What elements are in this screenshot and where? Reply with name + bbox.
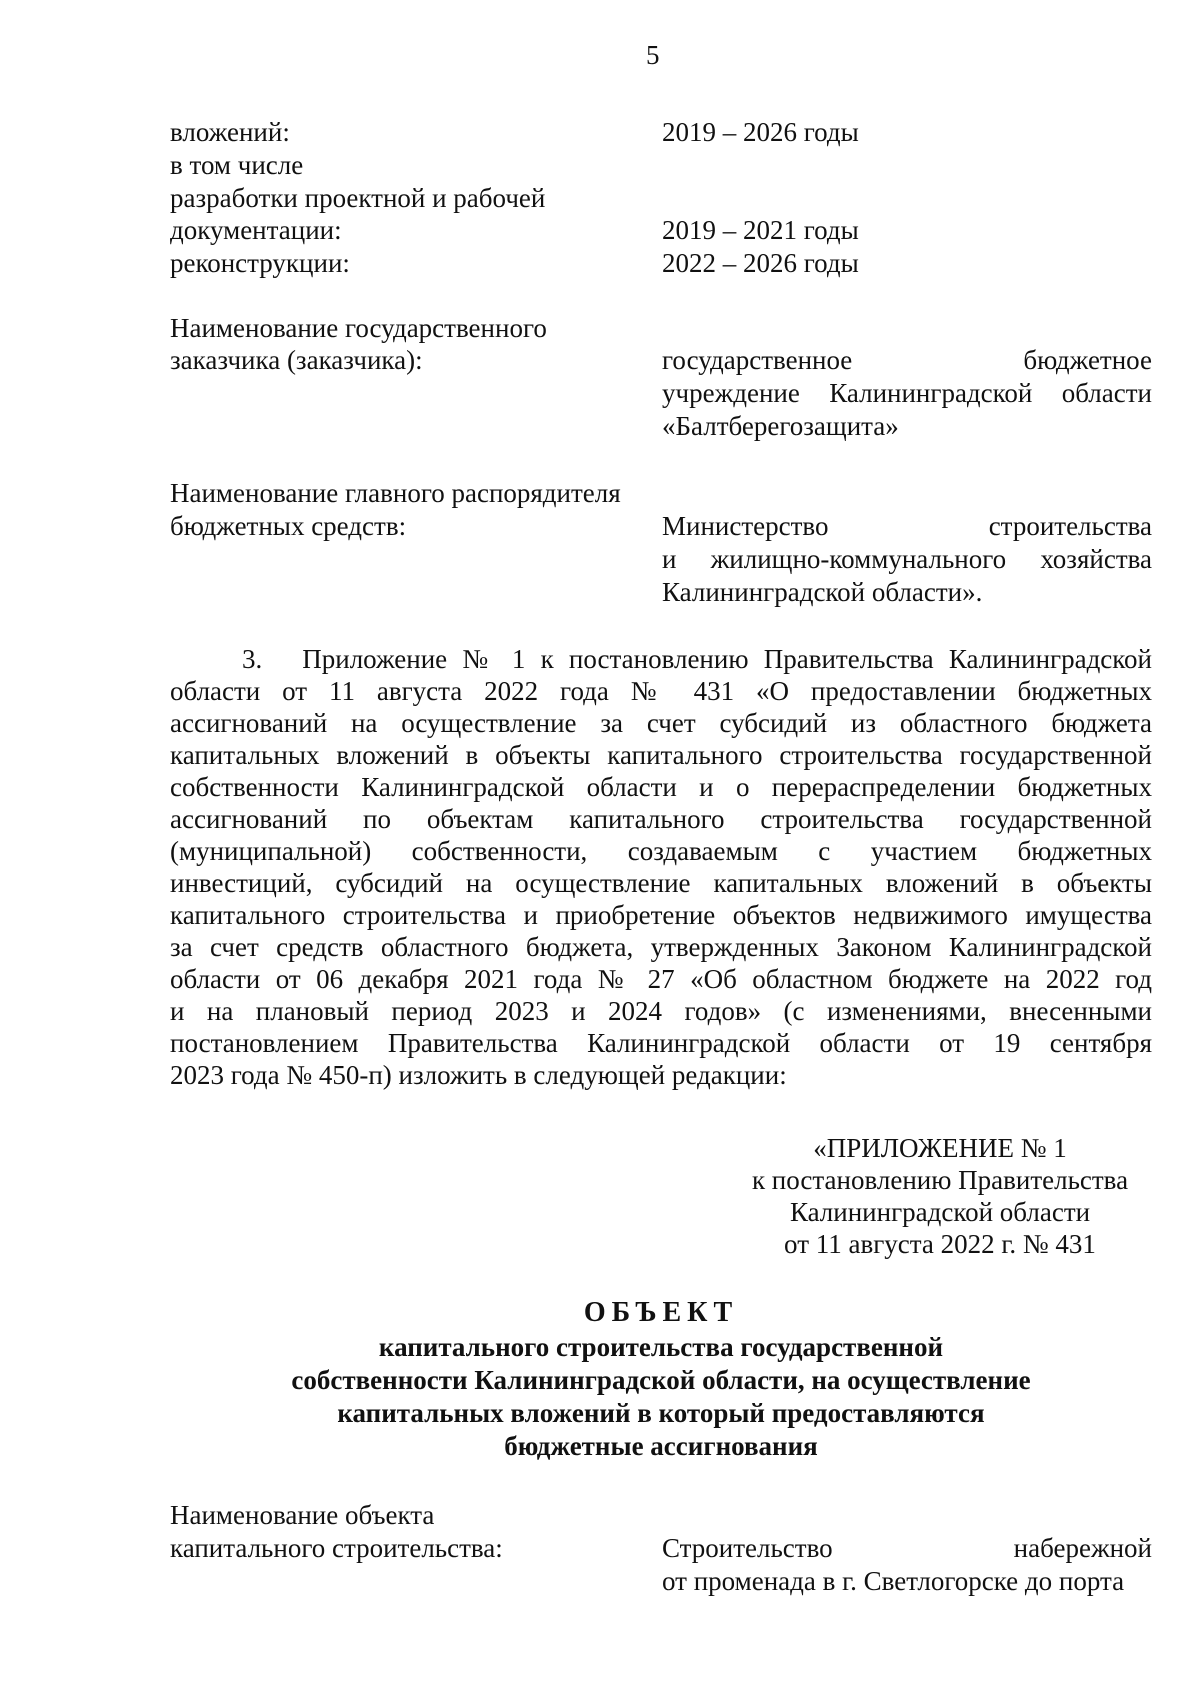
manager-label-line1: Наименование главного распорядителя [170, 478, 621, 508]
paragraph-line: за счет средств областного бюджета, утвержденных Законом Калининградской [170, 932, 1152, 962]
paragraph-line: 2023 года № 450-п) изложить в следующей редакции: [170, 1060, 787, 1090]
page-number: 5 [646, 40, 660, 70]
object-value-word1: Строительство [662, 1533, 833, 1563]
customer-label-line2: заказчика (заказчика): [170, 345, 423, 375]
row-label-documentation: документации: [170, 215, 342, 245]
object-value-word2: набережной [1013, 1533, 1152, 1563]
appendix-line4: от 11 августа 2022 г. № 431 [784, 1229, 1096, 1259]
paragraph-line: ассигнований по объектам капитального строительства государственной [170, 804, 1152, 834]
customer-value-word2: бюджетное [1023, 345, 1152, 375]
customer-value-line3: «Балтберегозащита» [662, 411, 899, 441]
paragraph-line: постановлением Правительства Калининградской области от 19 сентября [170, 1028, 1152, 1058]
paragraph-line: области от 06 декабря 2021 года № 27 «Об областном бюджете на 2022 год [170, 964, 1152, 994]
manager-value-line3: Калининградской области». [662, 577, 983, 607]
paragraph-line: 3. Приложение № 1 к постановлению Правительства Калининградской [170, 643, 1152, 675]
paragraph-line: и на плановый период 2023 и 2024 годов» (с изменениями, внесенными [170, 996, 1152, 1026]
manager-value-line2: и жилищно-коммунального хозяйства [662, 544, 1152, 574]
row-label-including: в том числе [170, 150, 304, 180]
row-value-documentation: 2019 – 2021 годы [662, 215, 859, 245]
row-label-investments: вложений: [170, 117, 290, 147]
manager-value-word1: Министерство [662, 511, 829, 541]
object-label-line1: Наименование объекта [170, 1500, 435, 1530]
paragraph-line: ассигнований на осуществление за счет субсидий из областного бюджета [170, 708, 1152, 738]
appendix-line1: «ПРИЛОЖЕНИЕ № 1 [813, 1133, 1067, 1163]
paragraph-line: (муниципальной) собственности, создаваемым с участием бюджетных [170, 836, 1152, 866]
object-value-line2: от променада в г. Светлогорске до порта [662, 1566, 1125, 1596]
appendix-line3: Калининградской области [789, 1197, 1091, 1227]
title-main: ОБЪЕКТ [583, 1297, 739, 1328]
object-label-line2: капитального строительства: [170, 1533, 503, 1563]
title-line2: собственности Калининградской области, на осуществление [291, 1365, 1031, 1395]
customer-value-line2: учреждение Калининградской области [662, 378, 1152, 408]
paragraph-line: капитального строительства и приобретение объектов недвижимого имущества [170, 900, 1152, 930]
title-line1: капитального строительства государственной [378, 1332, 944, 1362]
object-value [662, 1533, 1152, 1596]
paragraph-line: капитальных вложений в объекты капитального строительства государственной [170, 740, 1152, 770]
manager-value-word2: строительства [988, 511, 1152, 541]
paragraph-number: 3. [242, 644, 263, 674]
title-line4: бюджетные ассигнования [504, 1431, 818, 1461]
manager-value [662, 511, 1152, 607]
object-title [170, 1295, 1152, 1463]
appendix-line2: к постановлению Правительства [751, 1165, 1129, 1195]
paragraph-line: инвестиций, субсидий на осуществление капитальных вложений в объекты [170, 868, 1152, 898]
customer-value-word1: государственное [662, 345, 853, 375]
row-label-design: разработки проектной и рабочей [170, 183, 546, 213]
paragraph-line: собственности Калининградской области и о перераспределении бюджетных [170, 772, 1152, 802]
customer-value [662, 345, 1152, 441]
paragraph-line: области от 11 августа 2022 года № 431 «О предоставлении бюджетных [170, 676, 1152, 706]
row-value-reconstruction: 2022 – 2026 годы [662, 248, 859, 278]
customer-label-line1: Наименование государственного [170, 313, 547, 343]
title-line3: капитальных вложений в который предоставляются [337, 1398, 985, 1428]
row-value-investments: 2019 – 2026 годы [662, 117, 859, 147]
row-label-reconstruction: реконструкции: [170, 248, 350, 278]
manager-label-line2: бюджетных средств: [170, 511, 407, 541]
paragraph-3 [170, 643, 1152, 1091]
appendix-header [700, 1132, 1180, 1260]
